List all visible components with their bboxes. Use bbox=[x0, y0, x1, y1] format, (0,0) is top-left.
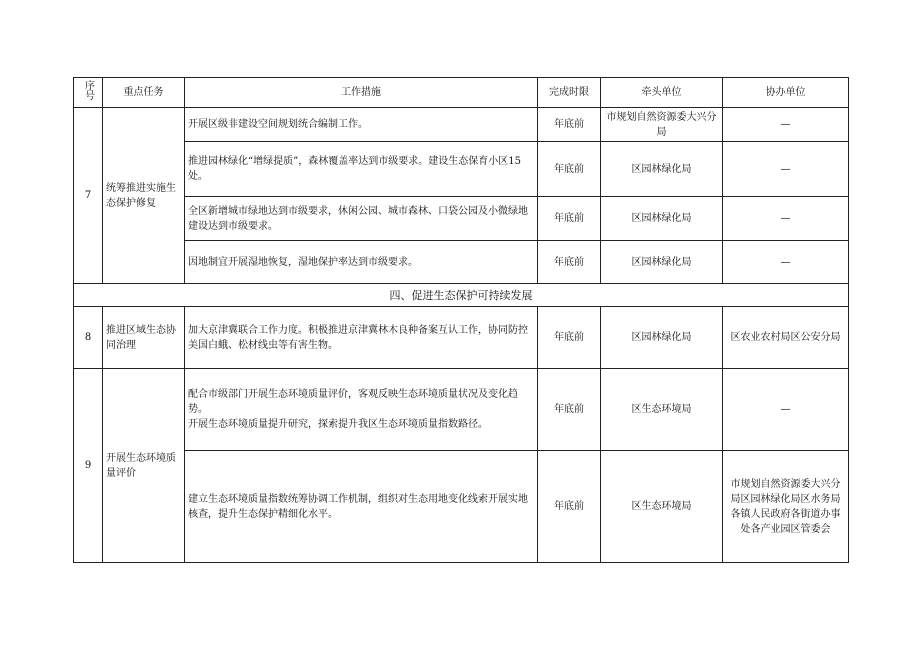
header-deadline: 完成时限 bbox=[538, 78, 601, 108]
table-row bbox=[74, 142, 849, 197]
row-measure: 加大京津冀联合工作力度。积极推进京津冀林木良种备案互认工作，协同防控美国白蛾、松材线虫等有害生物。 bbox=[185, 307, 538, 369]
row-deadline: 年底前 bbox=[538, 451, 601, 563]
row-lead: 区生态环境局 bbox=[601, 451, 723, 563]
header-measure: 工作措施 bbox=[185, 78, 538, 108]
table-row bbox=[74, 197, 849, 241]
header-lead: 牵头单位 bbox=[601, 78, 723, 108]
header-row bbox=[74, 78, 849, 108]
row-deadline: 年底前 bbox=[538, 369, 601, 451]
row-lead: 区园林绿化局 bbox=[601, 197, 723, 241]
row-task: 开展生态环境质量评价 bbox=[103, 369, 185, 563]
row-measure: 全区新增城市绿地达到市级要求，休闲公园、城市森林、口袋公园及小微绿地建设达到市级要求。 bbox=[185, 197, 538, 241]
header-num: 序号 bbox=[74, 78, 103, 108]
row-coop: — bbox=[723, 142, 849, 197]
row-measure: 开展区级非建设空间规划统合编制工作。 bbox=[185, 108, 538, 142]
section-row bbox=[74, 284, 849, 307]
row-deadline: 年底前 bbox=[538, 307, 601, 369]
row-deadline: 年底前 bbox=[538, 241, 601, 284]
row-num: 7 bbox=[74, 108, 103, 284]
table-row bbox=[74, 369, 849, 451]
row-coop: — bbox=[723, 197, 849, 241]
row-task: 统筹推进实施生态保护修复 bbox=[103, 108, 185, 284]
table-row bbox=[74, 307, 849, 369]
row-lead: 区园林绿化局 bbox=[601, 142, 723, 197]
row-measure: 因地制宜开展湿地恢复，湿地保护率达到市级要求。 bbox=[185, 241, 538, 284]
row-lead: 市规划自然资源委大兴分局 bbox=[601, 108, 723, 142]
row-coop: — bbox=[723, 108, 849, 142]
row-lead: 区园林绿化局 bbox=[601, 307, 723, 369]
row-measure bbox=[185, 369, 538, 451]
table-row bbox=[74, 241, 849, 284]
table-row bbox=[74, 451, 849, 563]
row-num: 9 bbox=[74, 369, 103, 563]
row-coop: 市规划自然资源委大兴分局区园林绿化局区水务局各镇人民政府各街道办事处各产业园区管委会 bbox=[723, 451, 849, 563]
table-row bbox=[74, 108, 849, 142]
row-deadline: 年底前 bbox=[538, 142, 601, 197]
row-lead: 区生态环境局 bbox=[601, 369, 723, 451]
row-deadline: 年底前 bbox=[538, 108, 601, 142]
row-deadline: 年底前 bbox=[538, 197, 601, 241]
row-coop: — bbox=[723, 369, 849, 451]
row-lead: 区园林绿化局 bbox=[601, 241, 723, 284]
row-coop: 区农业农村局区公安分局 bbox=[723, 307, 849, 369]
row-measure: 建立生态环境质量指数统筹协调工作机制，组织对生态用地变化线索开展实地核查，提升生态保护精细化水平。 bbox=[185, 451, 538, 563]
row-coop: — bbox=[723, 241, 849, 284]
measure-line: 配合市级部门开展生态环境质量评价，客观反映生态环境质量状况及变化趋势。 bbox=[188, 389, 518, 415]
section-title: 四、促进生态保护可持续发展 bbox=[74, 284, 849, 307]
row-measure: 推进园林绿化“增绿提质”，森林覆盖率达到市级要求。建设生态保育小区15处。 bbox=[185, 142, 538, 197]
row-task: 推进区域生态协同治理 bbox=[103, 307, 185, 369]
header-task: 重点任务 bbox=[103, 78, 185, 108]
measure-line: 开展生态环境质量提升研究，探索提升我区生态环境质量指数路径。 bbox=[188, 419, 488, 430]
row-num: 8 bbox=[74, 307, 103, 369]
key-tasks-table bbox=[73, 77, 849, 563]
header-coop: 协办单位 bbox=[723, 78, 849, 108]
